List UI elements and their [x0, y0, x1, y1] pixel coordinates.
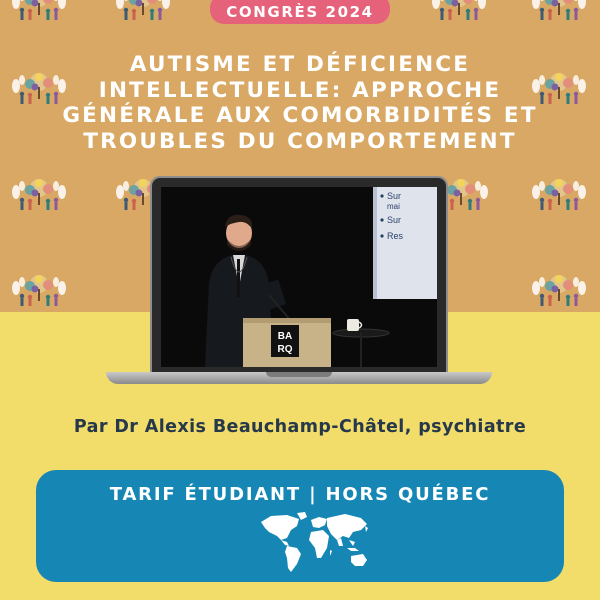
- laptop-icon: [150, 176, 448, 376]
- slide-bullet-text: Sur: [387, 215, 402, 225]
- people-tree-motif-icon: [428, 0, 490, 22]
- people-tree-motif-icon: [528, 176, 590, 212]
- year-badge: [210, 0, 390, 24]
- badge-label: CONGRÈS 2024: [226, 3, 374, 21]
- author-line: Par Dr Alexis Beauchamp-Châtel, psychiatre: [73, 417, 527, 437]
- speaker-scene: [161, 187, 437, 367]
- people-tree-motif-icon: [112, 0, 174, 22]
- people-tree-motif-icon: [528, 0, 590, 22]
- mug: [347, 319, 359, 331]
- world-map-icon: [257, 510, 373, 576]
- title-line: GÉNÉRALE AUX COMORBIDITÉS ET: [62, 103, 538, 128]
- slide-bullet-text: Sur: [387, 191, 402, 201]
- projected-slide: [373, 187, 437, 299]
- pricing-label: TARIF ÉTUDIANT | HORS QUÉBEC: [109, 484, 491, 505]
- title-line: INTELLECTUELLE: APPROCHE: [98, 77, 502, 103]
- slide-bullet-text: Res: [387, 231, 404, 241]
- people-tree-motif-icon: [8, 176, 70, 212]
- slide-bullet-text: mai: [387, 202, 400, 211]
- pricing-banner: [36, 470, 564, 582]
- conference-title: [40, 52, 560, 154]
- people-tree-motif-icon: [8, 0, 70, 22]
- laptop-notch: [266, 372, 332, 377]
- people-tree-motif-icon: [528, 272, 590, 308]
- title-line: TROUBLES DU COMPORTEMENT: [83, 128, 517, 154]
- people-tree-motif-icon: [8, 272, 70, 308]
- presentation-photo: [161, 187, 437, 367]
- title-line: AUTISME ET DÉFICIENCE: [129, 52, 471, 77]
- podium-logo-text: BA: [277, 331, 293, 342]
- podium-logo-text: RQ: [277, 344, 293, 355]
